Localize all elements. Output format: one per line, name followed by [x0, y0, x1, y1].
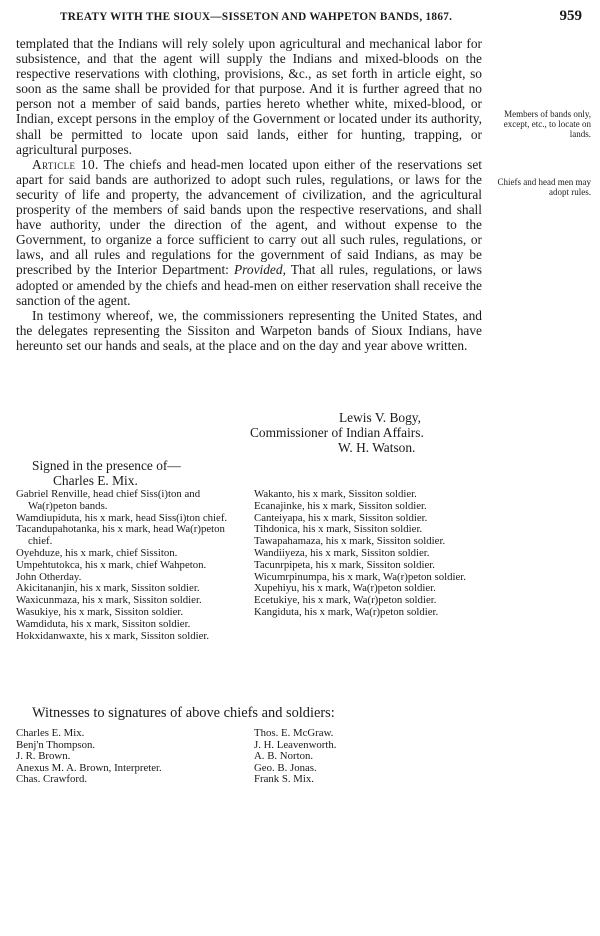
paragraph-testimony: In testimony whereof, we, the commissioners representing the United States, and the delegates representing the Sissiton and Warpeton bands of Sioux Indians, have hereunto set our hands and seals, at the place and on the day and year above written. [16, 307, 482, 353]
signer-entry: Xupehiyu, his x mark, Wa(r)peton soldier. [254, 582, 436, 595]
page-number: 959 [559, 8, 582, 24]
witness-entry: Geo. B. Jonas. [254, 761, 317, 774]
signer-entry: Gabriel Renville, head chief Siss(i)ton and Wa(r)peton bands. [16, 488, 201, 512]
signer-entry: Hokxidanwaxte, his x mark, Sissiton soldier. [16, 629, 210, 642]
running-title: TREATY WITH THE SIOUX—SISSETON AND WAHPETON BANDS, 1867. [60, 11, 453, 23]
presence-block [32, 458, 181, 488]
margin-note-chiefs-rules: Chiefs and head men may adopt rules. [497, 177, 591, 197]
margin-note-members: Members of bands only, except, etc., to locate on lands. [503, 109, 591, 139]
witnesses-left-column [16, 728, 162, 786]
witness-entry: J. R. Brown. [16, 750, 71, 763]
witnesses-heading: Witnesses to signatures of above chiefs and soldiers: [32, 705, 335, 721]
witness-entry: Charles E. Mix. [16, 727, 85, 739]
signers-left-column [16, 489, 244, 642]
presence-witness: Charles E. Mix. [53, 473, 138, 488]
witness-entry: Frank S. Mix. [254, 773, 314, 786]
witness-entry: Benj'n Thompson. [16, 738, 96, 751]
signer-entry: Ecanajinke, his x mark, Sissiton soldier. [254, 499, 427, 512]
witness-entry: A. B. Norton. [254, 750, 314, 763]
signer-entry: Oyehduze, his x mark, chief Sissiton. [16, 546, 178, 559]
paragraph-article-10 [16, 157, 482, 308]
signer-entry: Kangiduta, his x mark, Wa(r)peton soldier. [254, 605, 439, 618]
commissioner-name: Lewis V. Bogy, [339, 410, 421, 425]
signer-entry: Wasukiye, his x mark, Sissiton soldier. [16, 605, 184, 618]
signer-entry: Wakanto, his x mark, Sissiton soldier. [254, 488, 417, 500]
witness-entry: J. H. Leavenworth. [254, 738, 337, 751]
paragraph-article-continuation: templated that the Indians will rely solely upon agricultural and mechanical labor for subsistence, and that the agent will supply the Indians and mixed-bloods on the respective reservations with clothing, provisions, &c., as set forth in article eight, so soon as the same shall be provided for that purpose. And it is further agreed that no person not a member of said bands, parties hereto whether white, mixed-blood, or Indian, except persons in the employ of the Government or located under its authority, shall be permitted to locate upon said lands, either for hunting, trapping, or agricultural purposes. [16, 36, 482, 157]
signer-entry: Wamdiduta, his x mark, Sissiton soldier. [16, 617, 191, 630]
signer-entry: Tacunrpipeta, his x mark, Sissiton soldier. [254, 558, 435, 571]
witness-entry: Chas. Crawford. [16, 773, 88, 786]
signer-entry: John Otherday. [16, 570, 82, 583]
signer-entry: Ecetukiye, his x mark, Wa(r)peton soldier. [254, 594, 437, 607]
treaty-text [16, 36, 482, 353]
article-text-part-1: The chiefs and head-men located upon either of the reservations set apart for said bands are authorized to adopt such rules, regulations, or laws for the security of life and property, the advancement of civilization, and the agricultural prosperity of the members of said bands upon the respective reservations, and shall have authority, under the direction of the agent, and without expense to the Government, to organize a force sufficient to carry out all such rules, regulations, or laws, and all rules and regulations for the government of said Indians, as may be prescribed by the Interior Department: [16, 156, 482, 278]
signer-entry: Umpehtutokca, his x mark, chief Wahpeton. [16, 558, 207, 571]
second-signatory: W. H. Watson. [338, 440, 416, 455]
commissioner-title: Commissioner of Indian Affairs. [250, 425, 424, 440]
proviso-word: Provided, [233, 262, 286, 278]
presence-heading: Signed in the presence of— [32, 458, 181, 473]
signer-entry: Akicitananjin, his x mark, Sissiton soldier. [16, 582, 200, 595]
signer-entry: Wandiiyeza, his x mark, Sissiton soldier. [254, 546, 430, 559]
signers-right-column [254, 489, 482, 619]
signer-entry: Wamdiupiduta, his x mark, head Siss(i)ton chief. [16, 511, 228, 524]
signer-entry: Tawapahamaza, his x mark, Sissiton soldier. [254, 535, 446, 548]
signer-entry: Waxicunmaza, his x mark, Sissiton soldier. [16, 594, 202, 607]
signer-entry: Canteiyapa, his x mark, Sissiton soldier. [254, 511, 428, 524]
signer-entry: Tacandupahotanka, his x mark, head Wa(r)peton chief. [16, 523, 225, 548]
witnesses-right-column [254, 728, 336, 786]
signer-entry: Wicumrpinumpa, his x mark, Wa(r)peton soldier. [254, 570, 466, 583]
signer-entry: Tihdonica, his x mark, Sissiton soldier. [254, 523, 423, 536]
witness-entry: Thos. E. McGraw. [254, 727, 334, 739]
commissioner-signature-block [250, 410, 490, 455]
article-text-part-2: That all rules, regulations, or laws adopted or amended by the chiefs and head-men on either reservation shall receive the sanction of the agent. [16, 262, 482, 308]
page-header [16, 8, 590, 26]
article-label: Article 10. [32, 156, 99, 172]
witness-entry: Anexus M. A. Brown, Interpreter. [16, 761, 162, 774]
